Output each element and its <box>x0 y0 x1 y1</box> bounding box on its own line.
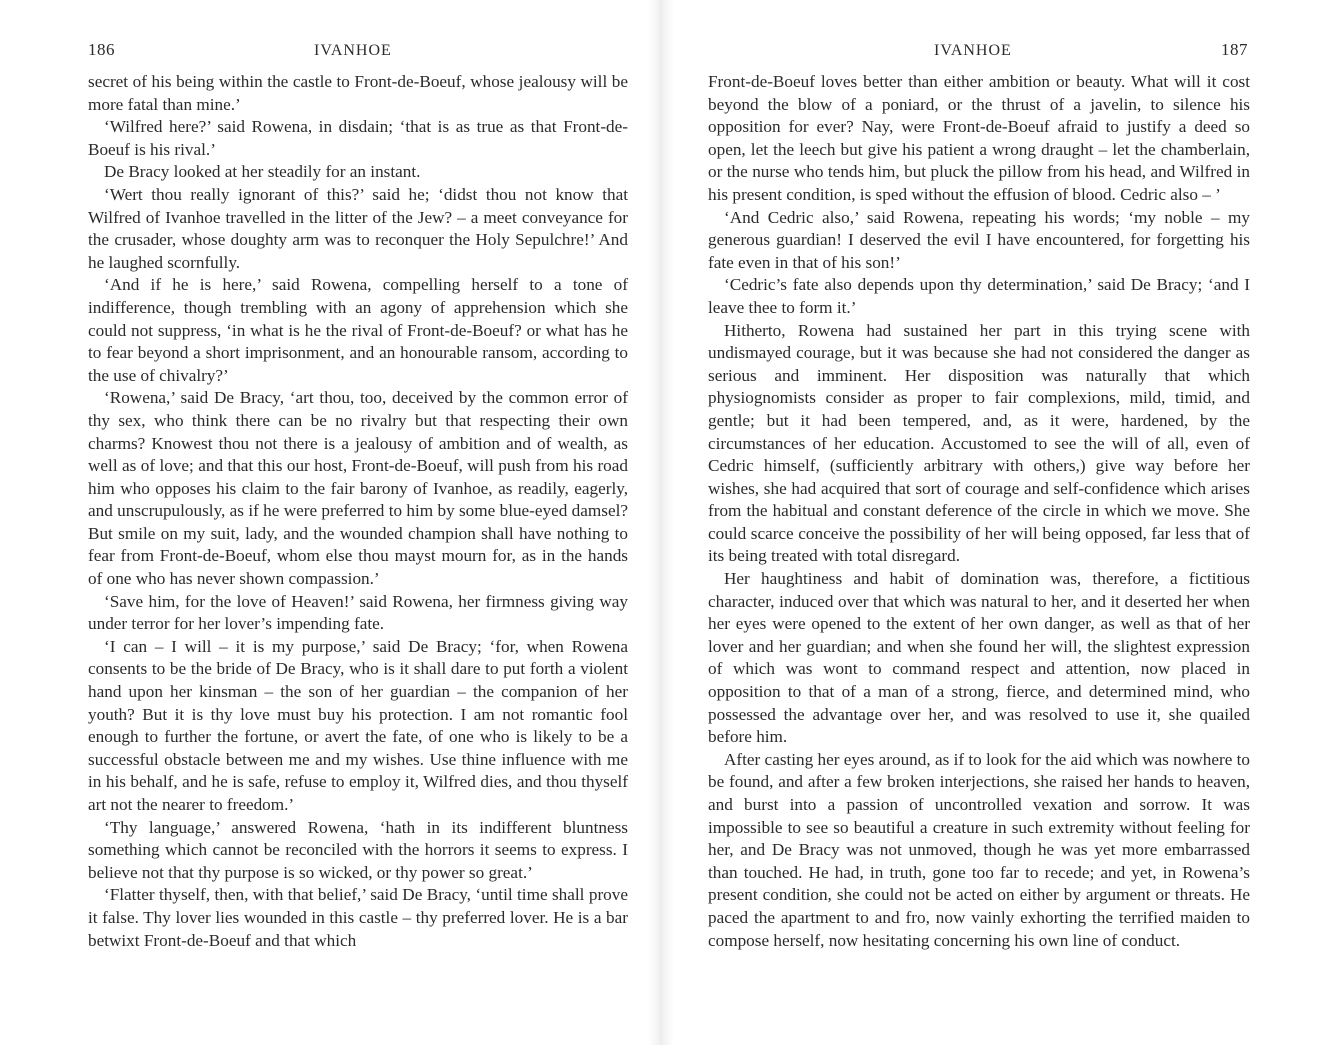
paragraph: ‘Cedric’s fate also depends upon thy determination,’ said De Bracy; ‘and I leave thee to form it.’ <box>708 275 1250 317</box>
paragraph: secret of his being within the castle to Front-de-Boeuf, whose jealousy will be more fatal than mine.’ <box>88 72 628 114</box>
paragraph: After casting her eyes around, as if to look for the aid which was nowhere to be found, and after a few broken interjections, she raised her hands to heaven, and burst into a passion of uncontrolled vexation and sorrow. It was impossible to see so beautiful a creature in such extremity without feeling for her, and De Bracy was not unmoved, though he was yet more embarrassed than touched. He had, in truth, gone too far to recede; and yet, in Rowena’s present condition, she could not be acted on either by argument or threats. He paced the apartment to and fro, now vainly exhorting the terrified maiden to compose herself, now hesitating concerning his own line of conduct. <box>708 749 1250 950</box>
left-running-title: IVANHOE <box>314 42 392 59</box>
paragraph: Front-de-Boeuf loves better than either ambition or beauty. What will it cost beyond the blow of a poniard, or the thrust of a javelin, to silence his opposition for ever? Nay, were Front-de-Boeuf afraid to justify a deed so open, let the leech but give his patient a wrong draught – let the chamberlain, or the nurse who tends him, but pluck the pillow from his head, and Wilfred in his present condition, is sped without the effusion of blood. Cedric also – ’ <box>708 72 1250 204</box>
paragraph: ‘Thy language,’ answered Rowena, ‘hath in its indifferent bluntness something which cannot be reconciled with the horrors it seems to express. I believe not that thy purpose is so wicked, or thy power so great.’ <box>88 817 628 882</box>
paragraph: ‘Flatter thyself, then, with that belief,’ said De Bracy, ‘until time shall prove it false. Thy lover lies wounded in this castle – thy preferred lover. He is a bar betwixt Front-de-Boeuf and that which <box>88 885 628 950</box>
paragraph: Hitherto, Rowena had sustained her part in this trying scene with undismayed courage, but it was because she had not considered the danger as serious and imminent. Her disposition was naturally that which physiognomists consider as proper to fair complexions, mild, timid, and gentle; but it had been tempered, and, as it were, hardened, by the circumstances of her education. Accustomed to see the will of all, even of Cedric himself, (sufficiently arbitrary with others,) give way before her wishes, she had acquired that sort of courage and self-confidence which arises from the habitual and constant deference of the circle in which we move. She could scarce conceive the possibility of her will being opposed, far less that of its being treated with total disregard. <box>708 320 1250 566</box>
right-page-body <box>708 71 1250 952</box>
right-running-head <box>708 40 1250 66</box>
right-page-number: 187 <box>1221 40 1248 59</box>
paragraph: ‘And Cedric also,’ said Rowena, repeating his words; ‘my noble – my generous guardian! I deserved the evil I have encountered, for forgetting his fate even in that of his son!’ <box>708 207 1250 272</box>
left-page-number: 186 <box>88 40 115 59</box>
paragraph: ‘I can – I will – it is my purpose,’ said De Bracy; ‘for, when Rowena consents to be the bride of De Bracy, who is it shall dare to put forth a violent hand upon her kinsman – the son of her guardian – the companion of her youth? But it is thy love must buy his protection. I am not romantic fool enough to further the fortune, or avert the fate, of one who is likely to be a successful obstacle between me and my wishes. Use thine influence with me in his behalf, and he is safe, refuse to employ it, Wilfred dies, and thou thyself art not the nearer to freedom.’ <box>88 636 628 814</box>
paragraph: ‘Rowena,’ said De Bracy, ‘art thou, too, deceived by the common error of thy sex, who think there can be no rivalry but that respecting their own charms? Knowest thou not there is a jealousy of ambition and of wealth, as well as of love; and that this our host, Front-de-Boeuf, will push from his road him who opposes his claim to the fair barony of Ivanhoe, as readily, eagerly, and unscrupulously, as if he were preferred to him by some blue-eyed damsel? But smile on my suit, lady, and the wounded champion shall have nothing to fear from Front-de-Boeuf, whom else thou mayst mourn for, as in the hands of one who has never shown compassion.’ <box>88 388 628 589</box>
paragraph: De Bracy looked at her steadily for an instant. <box>104 162 421 182</box>
paragraph: ‘Wilfred here?’ said Rowena, in disdain; ‘that is as true as that Front-de-Boeuf is his rival.’ <box>88 117 628 159</box>
paragraph: ‘And if he is here,’ said Rowena, compelling herself to a tone of indifference, though trembling with an agony of apprehension which she could not suppress, ‘in what is he the rival of Front-de-Boeuf? or what has he to fear beyond a short imprisonment, and an honourable ransom, according to the use of chivalry?’ <box>88 275 628 385</box>
paragraph: Her haughtiness and habit of domination was, therefore, a fictitious character, induced over that which was natural to her, and it deserted her when her eyes were opened to the extent of her own danger, as well as that of her lover and her guardian; and when she found her will, the slightest expression of which was wont to command respect and attention, now placed in opposition to that of a man of a strong, fierce, and determined mind, who possessed the advantage over her, and was resolved to use it, she quailed before him. <box>708 569 1250 747</box>
paragraph: ‘Wert thou really ignorant of this?’ said he; ‘didst thou not know that Wilfred of Ivanhoe travelled in the litter of the Jew? – a meet conveyance for the crusader, whose doughty arm was to reconquer the Holy Sepulchre!’ And he laughed scornfully. <box>88 184 628 272</box>
left-running-head <box>88 40 628 66</box>
left-page <box>88 0 628 1045</box>
right-page <box>708 0 1250 1045</box>
paragraph: ‘Save him, for the love of Heaven!’ said Rowena, her firmness giving way under terror for her lover’s impending fate. <box>88 591 628 634</box>
left-page-body <box>88 71 628 952</box>
book-gutter <box>648 0 674 1045</box>
right-running-title: IVANHOE <box>934 42 1012 59</box>
